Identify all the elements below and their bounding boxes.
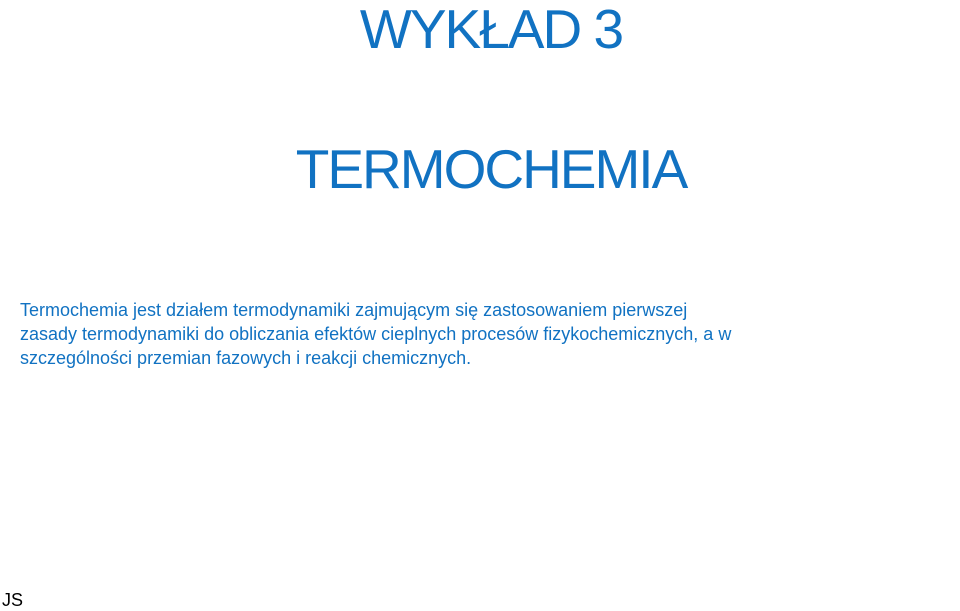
definition-line-1: Termochemia jest działem termodynamiki zajmującym się zastosowaniem pierwszej xyxy=(20,300,688,320)
topic-title: TERMOCHEMIA xyxy=(295,138,687,200)
definition-paragraph xyxy=(20,298,955,370)
definition-line-3: szczególności przemian fazowych i reakcji chemicznych. xyxy=(20,348,472,368)
lecture-title: WYKŁAD 3 xyxy=(359,0,623,60)
author-initials: JS xyxy=(2,590,24,610)
definition-line-2: zasady termodynamiki do obliczania efektów cieplnych procesów fizykochemicznych, a w xyxy=(20,324,732,344)
